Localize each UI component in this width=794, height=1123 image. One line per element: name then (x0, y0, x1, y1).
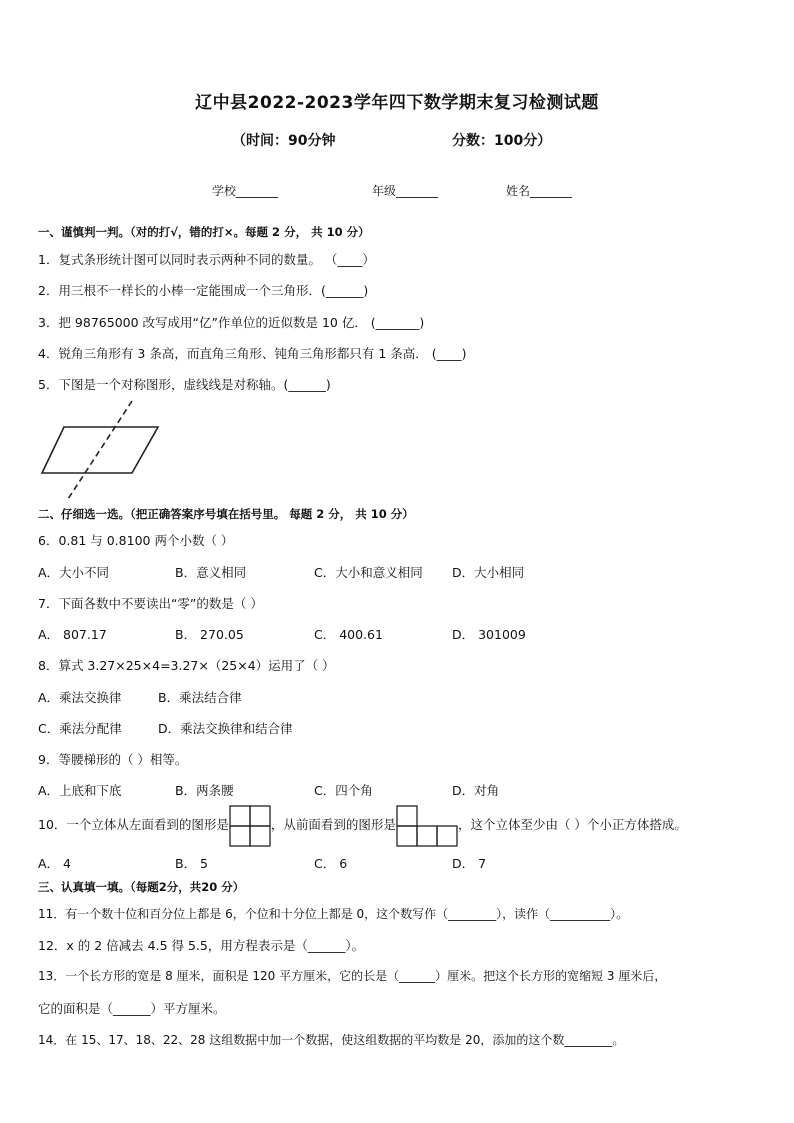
q6-option-c: C．大小和意义相同 (314, 565, 423, 580)
q8-option-c: C．乘法分配律 (38, 721, 122, 736)
q6-option-a: A．大小不同 (38, 565, 110, 580)
q9-option-c: C．四个角 (314, 783, 373, 798)
q9-option-d: D．对角 (452, 783, 500, 798)
time-label: （时间：90分钟 (232, 133, 336, 149)
q8-option-a: A．乘法交换律 (38, 690, 122, 705)
name-field: 姓名_______ (506, 184, 573, 198)
question-13-line-2: 它的面积是（______）平方厘米。 (38, 1001, 226, 1016)
question-14: 14．在 15、17、18、22、28 这组数据中加一个数据，使这组数据的平均数是 20，添加的这个数________。 (38, 1033, 625, 1047)
question-2: 2．用三根不一样长的小棒一定能围成一个三角形．(______) (38, 283, 369, 298)
q9-option-b: B．两条腰 (175, 783, 234, 798)
question-12: 12．x 的 2 倍减去 4.5 得 5.5，用方程表示是（______）。 (38, 938, 365, 953)
left-view-figure (229, 805, 271, 847)
q8-option-d: D．乘法交换律和结合律 (158, 721, 293, 736)
question-3: 3．把 98765000 改写成用“亿”作单位的近似数是 10 亿． (_______) (38, 315, 425, 330)
question-4: 4．锐角三角形有 3 条高，而直角三角形、钝角三角形都只有 1 条高． (____) (38, 346, 467, 361)
question-7: 7．下面各数中不要读出“零”的数是（ ） (38, 596, 263, 611)
q9-option-a: A．上底和下底 (38, 783, 122, 798)
q10-option-d: D． 7 (452, 856, 487, 871)
question-6: 6．0.81 与 0.8100 两个小数（ ） (38, 533, 234, 548)
q10-text-b: ，从前面看到的图形是 (270, 817, 396, 832)
page-title: 辽中县2022-2023学年四下数学期末复习检测试题 (195, 93, 599, 113)
question-10 (38, 804, 687, 847)
section-2-heading: 二、仔细选一选。（把正确答案序号填在括号里。 每题 2 分， 共 10 分） (38, 507, 414, 521)
question-1: 1．复式条形统计图可以同时表示两种不同的数量。 （____） (38, 252, 375, 267)
q7-option-d: D． 301009 (452, 627, 526, 642)
q8-option-b: B．乘法结合律 (158, 690, 242, 705)
q7-option-c: C． 400.61 (314, 627, 383, 642)
question-13-line-1: 13．一个长方形的宽是 8 厘米，面积是 120 平方厘米，它的长是（______）厘米。把这个长方形的宽缩短 3 厘米后， (38, 969, 667, 983)
front-view-figure (396, 805, 458, 847)
question-8: 8．算式 3.27×25×4=3.27×（25×4）运用了（ ） (38, 658, 335, 673)
question-11: 11．有一个数十位和百分位上都是 6，个位和十分位上都是 0，这个数写作（________），读作（__________）。 (38, 907, 629, 921)
q10-option-b: B． 5 (175, 856, 209, 871)
q7-option-a: A． 807.17 (38, 627, 107, 642)
question-9: 9．等腰梯形的（ ）相等。 (38, 752, 188, 767)
q6-option-b: B．意义相同 (175, 565, 247, 580)
q10-text-c: ，这个立体至少由（ ）个小正方体搭成。 (457, 817, 687, 832)
school-field: 学校_______ (212, 184, 279, 198)
q10-text-a: 10．一个立体从左面看到的图形是 (38, 817, 229, 832)
q10-option-c: C． 6 (314, 856, 348, 871)
symmetry-axis-dashed-line (68, 401, 132, 499)
score-label: 分数：100分） (452, 133, 552, 149)
section-1-heading: 一、谨慎判一判。（对的打√，错的打×。每题 2 分， 共 10 分） (38, 225, 370, 239)
question-5: 5．下图是一个对称图形，虚线线是对称轴。(______) (38, 377, 331, 392)
q6-option-d: D．大小相同 (452, 565, 525, 580)
q10-option-a: A． 4 (38, 856, 71, 871)
q7-option-b: B． 270.05 (175, 627, 244, 642)
parallelogram-figure (36, 398, 166, 502)
grade-field: 年级_______ (372, 184, 439, 198)
parallelogram-shape (42, 427, 158, 473)
section-3-heading: 三、认真填一填。（每题2分，共20 分） (38, 880, 245, 894)
